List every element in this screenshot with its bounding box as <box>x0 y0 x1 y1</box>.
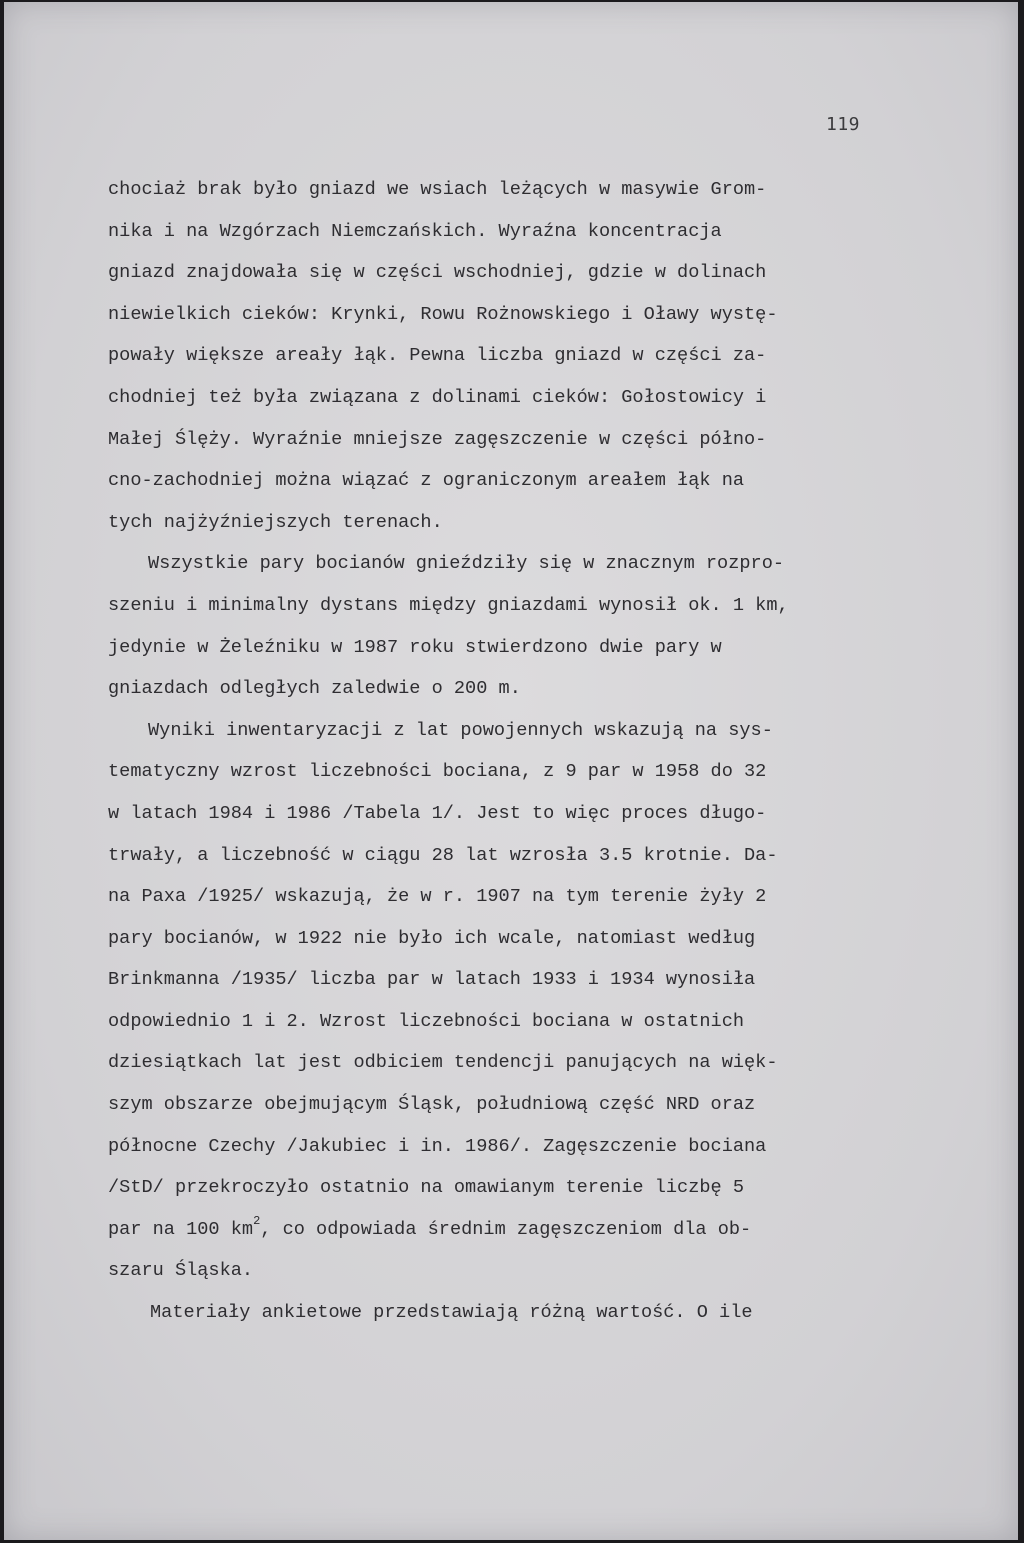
text-line: tematyczny wzrost liczebności bociana, z 9 par w 1958 do 32 <box>108 761 767 783</box>
text-line-with-superscript <box>108 1209 898 1251</box>
text-line: trwały, a liczebność w ciągu 28 lat wzrosła 3.5 krotnie. Da- <box>108 844 778 866</box>
text-line: Małej Ślęży. Wyraźnie mniejsze zagęszczenie w części półno- <box>108 428 767 450</box>
page-number: 119 <box>826 114 861 135</box>
text-segment: , co odpowiada średnim zagęszczeniom dla ob- <box>260 1218 752 1240</box>
text-line: szym obszarze obejmującym Śląsk, południową część NRD oraz <box>108 1094 756 1116</box>
text-line: gniazd znajdowała się w części wschodniej, gdzie w dolinach <box>108 262 767 284</box>
text-line: szaru Śląska. <box>108 1260 254 1282</box>
text-line: odpowiednio 1 i 2. Wzrost liczebności bociana w ostatnich <box>108 1010 745 1032</box>
paragraph-first-line: Materiały ankietowe przedstawiają różną wartość. O ile <box>150 1302 753 1324</box>
text-line: tych najżyźniejszych terenach. <box>108 511 443 533</box>
text-line: chodniej też była związana z dolinami cieków: Gołostowicy i <box>108 386 767 408</box>
text-line: chociaż brak było gniazd we wsiach leżących w masywie Grom- <box>108 179 767 200</box>
paragraph-first-line: Wyniki inwentaryzacji z lat powojennych wskazują na sys- <box>148 719 773 741</box>
document-page <box>4 2 1018 1540</box>
paragraph-first-line: Wszystkie pary bocianów gnieździły się w znacznym rozpro- <box>148 553 785 575</box>
text-line: nika i na Wzgórzach Niemczańskich. Wyraźna koncentracja <box>108 220 722 242</box>
text-line: w latach 1984 i 1986 /Tabela 1/. Jest to więc proces długo- <box>108 802 767 824</box>
text-line: gniazdach odległych zaledwie o 200 m. <box>108 678 521 700</box>
text-line: /StD/ przekroczyło ostatnio na omawianym terenie liczbę 5 <box>108 1177 745 1199</box>
text-line: Brinkmanna /1935/ liczba par w latach 1933 i 1934 wynosiła <box>108 969 756 991</box>
text-line: powały większe areały łąk. Pewna liczba gniazd w części za- <box>108 345 767 367</box>
text-line: dziesiątkach lat jest odbiciem tendencji panujących na więk- <box>108 1052 778 1074</box>
text-line: cno-zachodniej można wiązać z ograniczonym areałem łąk na <box>108 470 745 492</box>
text-line: północne Czechy /Jakubiec i in. 1986/. Zagęszczenie bociana <box>108 1135 767 1157</box>
superscript: 2 <box>253 1213 261 1228</box>
body-text <box>108 169 898 1334</box>
text-line: niewielkich cieków: Krynki, Rowu Rożnowskiego i Oławy wystę- <box>108 303 778 325</box>
text-line: jedynie w Żeleźniku w 1987 roku stwierdzono dwie pary w <box>108 636 722 658</box>
text-line: pary bocianów, w 1922 nie było ich wcale, natomiast według <box>108 927 756 949</box>
text-line: szeniu i minimalny dystans między gniazdami wynosił ok. 1 km, <box>108 594 789 616</box>
text-segment: par na 100 km <box>108 1218 254 1240</box>
text-line: na Paxa /1925/ wskazują, że w r. 1907 na tym terenie żyły 2 <box>108 886 767 908</box>
